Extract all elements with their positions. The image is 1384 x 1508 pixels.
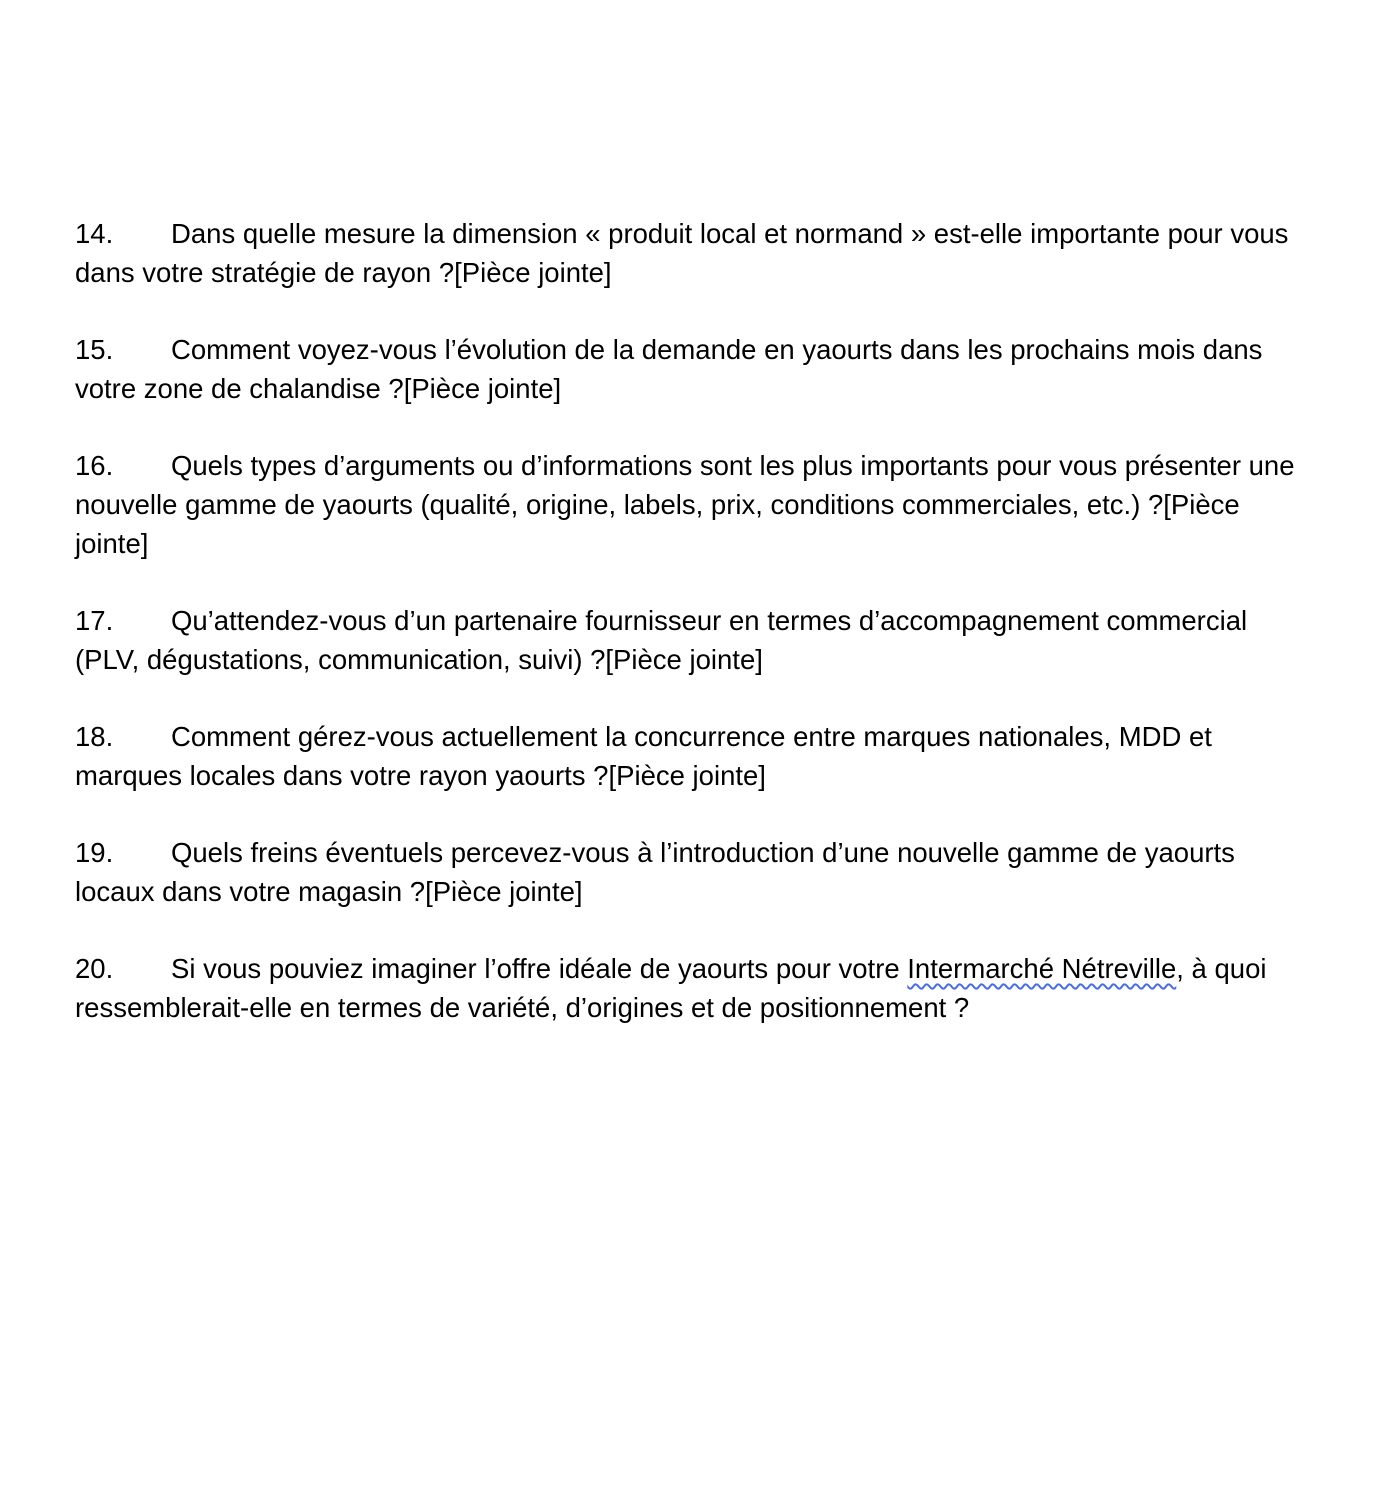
document-body[interactable]	[75, 214, 1295, 1065]
question-text: Comment voyez-vous l’évolution de la demande en yaourts dans les prochains mois dans votre zone de chalandise	[75, 334, 1263, 404]
question-14	[75, 214, 1295, 292]
question-text: Dans quelle mesure la dimension « produit local et normand » est-elle importante pour vous dans votre stratégie de rayon	[75, 218, 1289, 288]
question-number: 15.	[75, 334, 114, 365]
attachment-marker: ?[Pièce jointe]	[582, 644, 763, 675]
question-number: 16.	[75, 450, 114, 481]
question-text-continued: , à quoi ressemblerait-elle en termes de variété, d’origines et de positionnement	[75, 953, 1267, 1023]
question-number: 18.	[75, 721, 114, 752]
question-16	[75, 446, 1295, 563]
question-text: Quels types d’arguments ou d’informations sont les plus importants pour vous présenter une nouvelle gamme de yaourts (qualité, origine, labels, prix, conditions commerciales, etc.)	[75, 450, 1295, 520]
attachment-marker: ?[Pièce jointe]	[402, 876, 583, 907]
attachment-marker: ?[Pièce jointe]	[431, 257, 612, 288]
attachment-marker: ?[Pièce jointe]	[75, 489, 1240, 559]
attachment-marker: ?[Pièce jointe]	[380, 373, 562, 404]
question-text: Quels freins éventuels percevez-vous à l’introduction d’une nouvelle gamme de yaourts locaux dans votre magasin	[75, 837, 1235, 907]
question-mark: ?	[946, 992, 970, 1023]
question-20	[75, 949, 1295, 1027]
question-text: Comment gérez-vous actuellement la concurrence entre marques nationales, MDD et marques locales dans votre rayon yaourts	[75, 721, 1212, 791]
question-text: Qu’attendez-vous d’un partenaire fournisseur en termes d’accompagnement commercial (PLV, dégustations, communication, suivi)	[75, 605, 1248, 675]
attachment-marker: ?[Pièce jointe]	[585, 760, 766, 791]
question-17	[75, 601, 1295, 679]
question-19	[75, 833, 1295, 911]
question-number: 20.	[75, 953, 114, 984]
question-15	[75, 330, 1295, 408]
question-text: Si vous pouviez imaginer l’offre idéale de yaourts pour votre	[171, 953, 908, 984]
question-number: 14.	[75, 218, 114, 249]
question-number: 17.	[75, 605, 114, 636]
question-number: 19.	[75, 837, 114, 868]
spellcheck-flagged-word[interactable]: Intermarché Nétreville	[907, 953, 1177, 984]
question-18	[75, 717, 1295, 795]
